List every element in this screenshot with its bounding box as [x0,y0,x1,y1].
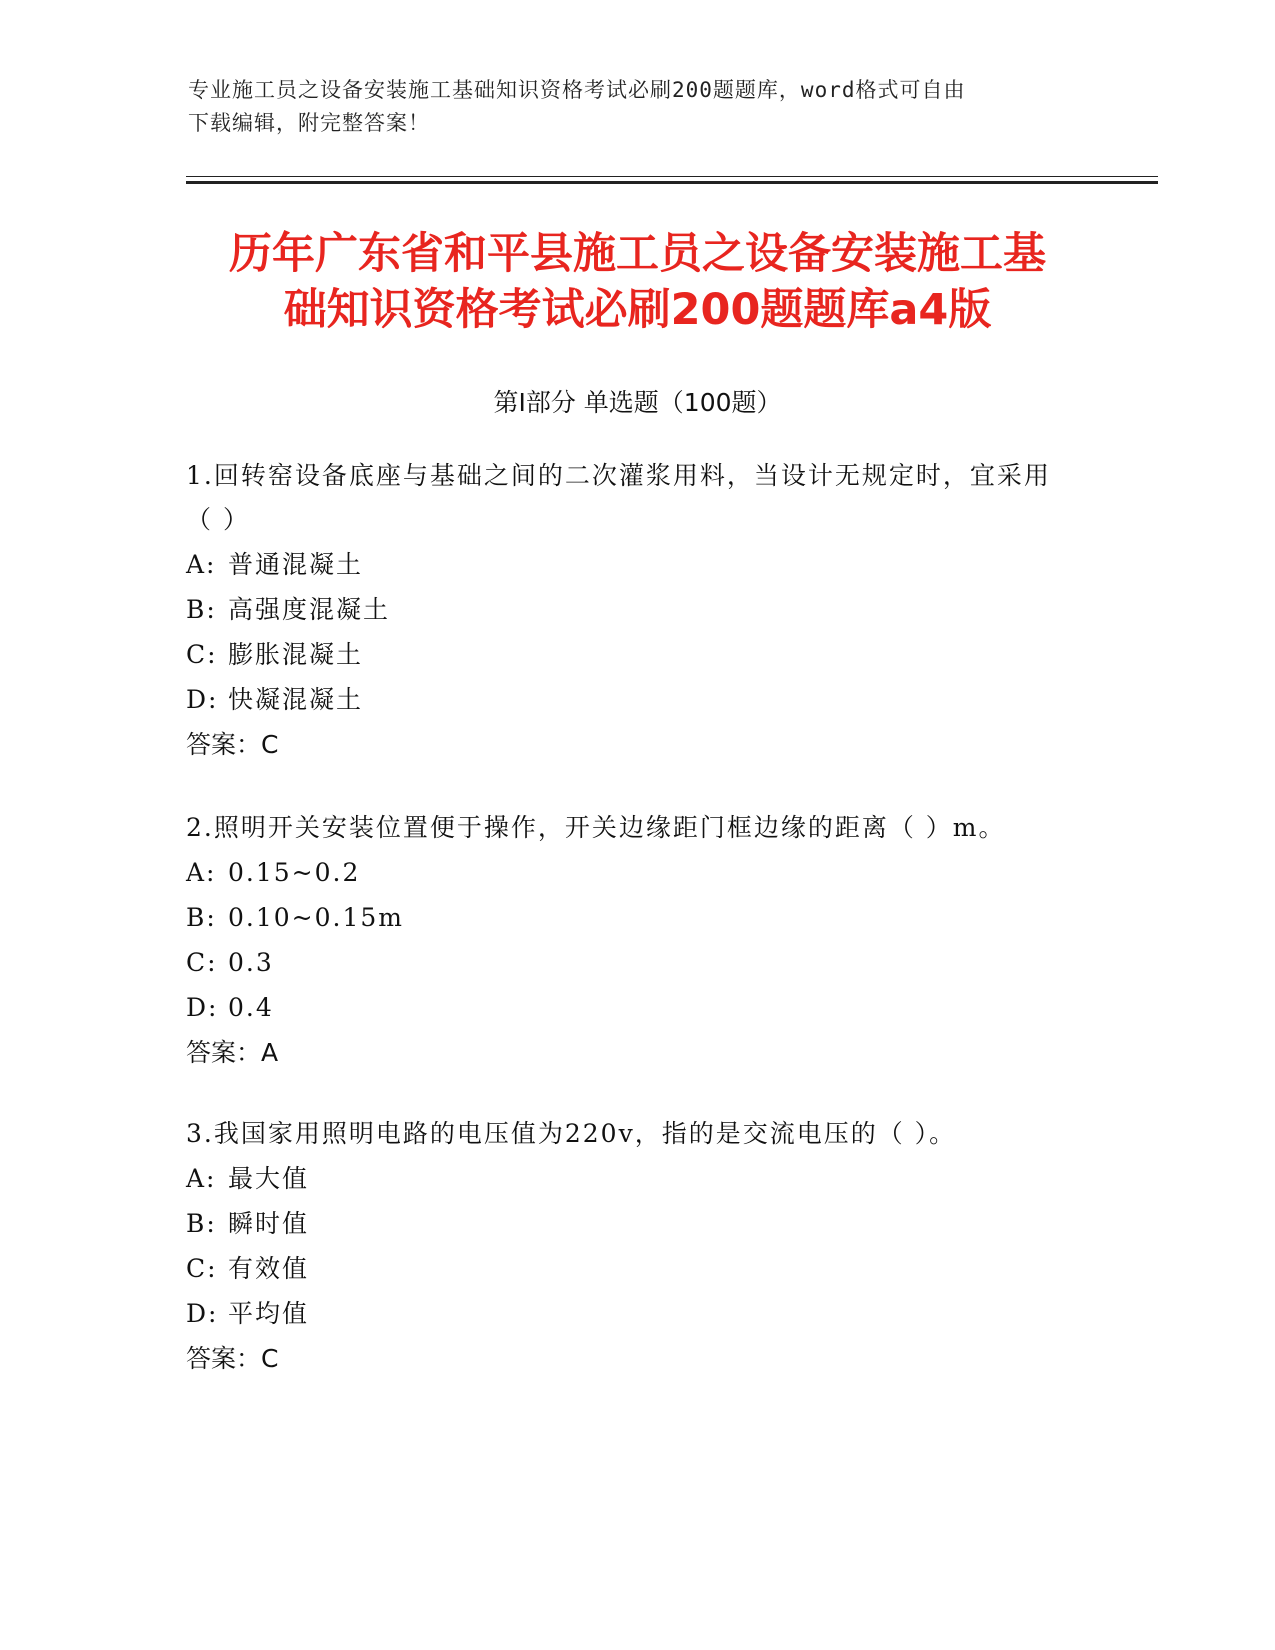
intro-text [188,74,1088,140]
intro-line-1: 专业施工员之设备安装施工基础知识资格考试必刷200题题库，word格式可自由 [188,78,966,102]
option-key: B: [186,1209,217,1238]
option-text: 快凝混凝土 [228,685,364,714]
option-text: 最大值 [228,1164,310,1193]
option-key: C: [186,640,218,669]
option-text: 平均值 [228,1299,310,1328]
question-3 [186,1112,1066,1382]
option-b [186,587,1066,632]
option-key: B: [186,903,217,932]
document-title [160,226,1115,338]
option-d [186,677,1066,722]
option-text: 0.10~0.15m [228,903,404,932]
option-a [186,1156,1066,1201]
section-heading: 第Ⅰ部分 单选题（100题） [493,388,782,417]
header-divider-thick [186,181,1158,184]
answer-line: 答案：A [186,1038,279,1067]
answer-line: 答案：C [186,730,279,759]
option-text: 高强度混凝土 [228,595,391,624]
option-key: D: [186,993,219,1022]
option-b [186,1201,1066,1246]
intro-line-2: 下载编辑，附完整答案！ [188,111,430,135]
option-d [186,985,1066,1030]
option-text: 瞬时值 [228,1209,310,1238]
option-key: A: [186,858,217,887]
option-b [186,895,1066,940]
option-text: 有效值 [228,1254,310,1283]
option-key: D: [186,685,219,714]
option-key: B: [186,595,217,624]
option-text: 普通混凝土 [228,550,364,579]
header-divider-thin [186,176,1158,177]
answer-line: 答案：C [186,1344,279,1373]
option-key: A: [186,1164,217,1193]
question-2 [186,806,1066,1076]
option-text: 膨胀混凝土 [228,640,364,669]
option-a [186,542,1066,587]
option-c [186,1246,1066,1291]
option-key: A: [186,550,217,579]
option-d [186,1291,1066,1336]
document-title-line-1: 历年广东省和平县施工员之设备安装施工基 [229,229,1046,279]
option-key: D: [186,1299,219,1328]
option-text: 0.4 [228,993,274,1022]
question-stem: 1.回转窑设备底座与基础之间的二次灌浆用料，当设计无规定时，宜采用（ ） [186,461,1051,534]
option-c [186,632,1066,677]
question-stem: 2.照明开关安装位置便于操作，开关边缘距门框边缘的距离（ ）m。 [186,813,1006,842]
document-title-line-2: 础知识资格考试必刷200题题库a4版 [283,285,992,335]
option-c [186,940,1066,985]
option-a [186,850,1066,895]
option-key: C: [186,948,218,977]
question-1 [186,454,1066,768]
option-text: 0.3 [228,948,274,977]
option-key: C: [186,1254,218,1283]
question-stem: 3.我国家用照明电路的电压值为220v，指的是交流电压的（ ）。 [186,1119,957,1148]
option-text: 0.15~0.2 [228,858,361,887]
